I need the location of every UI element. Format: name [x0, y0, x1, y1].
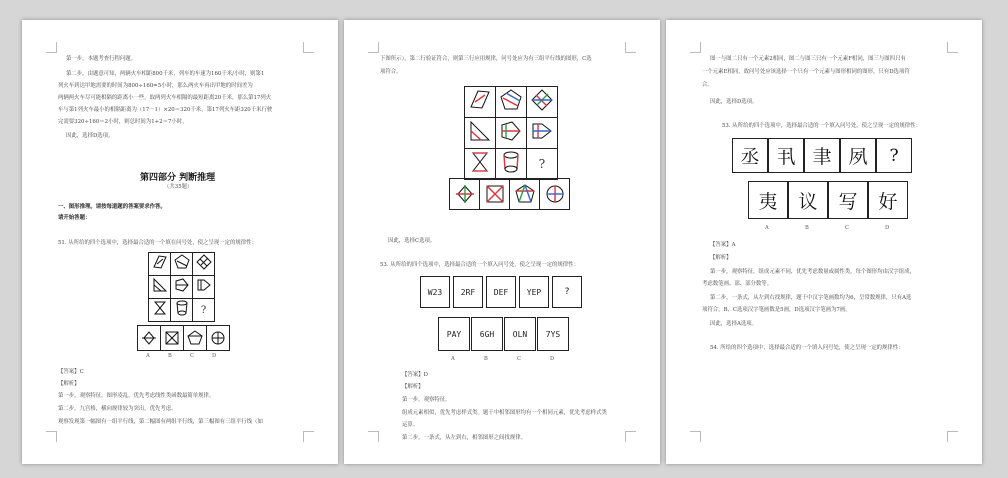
option-a-box[interactable]: PAY [438, 317, 470, 351]
option-d-box[interactable]: 7YS [537, 317, 569, 351]
analysis-heading: 【解析】 [710, 255, 732, 261]
sequence-char-box-question: ? [876, 138, 912, 173]
text-line: 考虑数笔画、部、部分数等。 [702, 281, 773, 287]
document-page-1 [22, 20, 338, 464]
option-b-box[interactable]: 6GH [471, 317, 503, 351]
parallelogram-figure [467, 87, 493, 113]
text-line: 图一与图二只有一个元素2相同，图二与图三只有一个元素F相同，图三与图四只有 [710, 56, 906, 62]
option-label: D [212, 353, 217, 359]
option-c-figure[interactable] [510, 179, 540, 209]
sequence-char-box: 夙 [840, 138, 876, 173]
text-line: 完需要320÷160＝2小时，则总时间为1+2＝7小时。 [58, 119, 188, 125]
text-line: 第一步，观察特征，图形凌乱，优先考虑线性类函数最简单规律。 [58, 393, 215, 399]
sequence-char-box: 丞 [732, 138, 768, 173]
text-line: 两辆两火车尽可能相隔的距离小一些，取两列火车相隔的最短距离20千米，那么第17列火 [58, 95, 272, 101]
triangle-figure [467, 118, 493, 144]
conclusion: 因此，选择D选项。 [710, 99, 758, 105]
cylinder-figure [173, 299, 191, 317]
arrow-figure [173, 276, 191, 294]
option-strip [449, 178, 570, 210]
section-title: 第四部分 判断推理 [140, 173, 216, 183]
diamond-figure [529, 87, 555, 113]
text-line: 观察发现第一幅图有一组平行线，第二幅图有两组平行线，第三幅图有三组平行线（如 [58, 419, 263, 425]
text-line: 运算。 [402, 422, 419, 428]
answer: 【答案】D [402, 372, 428, 378]
question-53: 53. 从所给的四个选项中，选择最合适的一个填入问号处，使之呈现一定的规律性： [380, 262, 579, 268]
option-label: C [190, 353, 194, 359]
option-c-box[interactable]: OLN [504, 317, 536, 351]
conclusion: 因此，选择A选项。 [710, 321, 758, 327]
crop-mark [625, 431, 636, 442]
option-a-figure[interactable] [450, 179, 480, 209]
text-line: 第二步，九宫格，横向规律较为突出，优先考虑。 [58, 406, 177, 412]
sequence-box: W23 [420, 276, 450, 308]
text-line: 合。 [702, 82, 713, 88]
option-a-char-box[interactable]: 夷 [748, 181, 788, 219]
crop-mark [947, 431, 958, 442]
arrow-figure [498, 118, 524, 144]
crop-mark [46, 431, 57, 442]
crop-mark [625, 42, 636, 53]
triangle-figure [151, 276, 169, 294]
answer: 【答案】C [58, 369, 84, 375]
hourglass-figure [467, 149, 493, 175]
text-line: 项符合。 [380, 69, 402, 75]
sequence-box: DEF [486, 276, 516, 308]
option-label: A [765, 225, 769, 231]
section-subtitle: （共35题） [164, 184, 193, 190]
option-label: C [845, 225, 849, 231]
question-51: 51. 从所给的四个选项中，选择最合适的一个填在问号处，使之呈现一定的规律性： [58, 240, 257, 246]
crop-mark [368, 42, 379, 53]
sequence-box: YEP [519, 276, 549, 308]
crop-mark [690, 42, 701, 53]
option-b-figure[interactable] [161, 326, 184, 350]
text-line: 第二步，一条式，从左到右找规律，题干中汉字笔画数均为6，呈常数规律，只有A选 [710, 295, 912, 301]
shape-figure [529, 118, 555, 144]
option-label: D [885, 225, 890, 231]
text-line: 列火车到达甲地需要的时间为800÷160=5小时，那么两火车再出甲地的时间差为 [58, 83, 253, 89]
analysis-heading: 【解析】 [58, 381, 80, 387]
option-label: B [484, 356, 488, 362]
option-d-figure[interactable] [540, 179, 569, 209]
option-d-char-box[interactable]: 好 [868, 181, 908, 219]
document-page-2 [344, 20, 660, 464]
option-d-figure[interactable] [207, 326, 229, 350]
text-line: 第一步，本题考查行程问题。 [66, 56, 137, 62]
parallelogram-figure [151, 253, 169, 271]
sequence-char-box: 聿 [804, 138, 840, 173]
option-label: A [146, 353, 150, 359]
question-mark: ? [527, 149, 558, 180]
option-a-figure[interactable] [138, 326, 161, 350]
text-line: 第二步，一条式，从左到右，相邻图形之间找规律。 [402, 435, 526, 441]
crop-mark [303, 42, 314, 53]
question-53: 53. 从所给的四个选项中，选择最合适的一个填入问号处，使之呈现一定的规律性： [722, 123, 921, 129]
crop-mark [368, 431, 379, 442]
analysis-heading: 【解析】 [402, 384, 424, 390]
option-c-char-box[interactable]: 写 [828, 181, 868, 219]
sequence-box-question: ? [552, 276, 582, 308]
figure-grid [148, 252, 215, 322]
option-label: B [168, 353, 172, 359]
colored-figure-grid [464, 86, 558, 180]
text-line: 车与第1列火车最小的相隔距离为（17－1）×20＝320千米，第17列火车距320千米行驶 [58, 107, 273, 113]
document-page-3 [666, 20, 982, 464]
question-mark: ? [193, 299, 215, 322]
text-line: 项符合，B、C选项汉字笔画数是5画，D选项汉字笔画为7画。 [702, 307, 851, 313]
instruction: 一、图形推理。请按每道题的答案要求作答。 [58, 204, 166, 210]
cylinder-figure [498, 149, 524, 175]
diamond-figure [195, 253, 213, 271]
answer: 【答案】A [710, 242, 736, 248]
option-label: A [451, 356, 455, 362]
text-line: 一个元素E相同，故问号处应该选择一个只有一个元素与图形相同的图形，只有D选项符 [702, 69, 910, 75]
option-b-figure[interactable] [480, 179, 510, 209]
option-label: D [550, 356, 555, 362]
question-54: 54. 所给的四个选项中，选择最合适的一个填入问号处，使之呈现一定的规律性： [710, 345, 904, 351]
crop-mark [947, 42, 958, 53]
option-label: B [805, 225, 809, 231]
crop-mark [46, 42, 57, 53]
text-line: 组成元素相似，优先考虑样式类。题干中相邻图形均有一个相同元素，优先考虑样式类 [402, 410, 607, 416]
option-c-figure[interactable] [184, 326, 207, 350]
text-line: 下图所示），第二行验证符合，则第三行应用规律，问号处应为有三组平行线的图形，C选 [380, 56, 592, 62]
shape-figure [195, 276, 213, 294]
crop-mark [690, 431, 701, 442]
text-line: 第一步，观察特征，组成元素不同，优先考虑数量或属性类，每个图形均由汉字组成， [710, 269, 915, 275]
sequence-char-box: 丮 [768, 138, 804, 173]
option-label: C [517, 356, 521, 362]
text-line: 第一步，观察特征。 [402, 397, 451, 403]
option-strip [137, 325, 230, 351]
instruction: 请开始答题： [58, 215, 91, 221]
text-line: 因此，选择D选项。 [66, 133, 114, 139]
hourglass-figure [151, 299, 169, 317]
crop-mark [303, 431, 314, 442]
option-b-char-box[interactable]: 议 [788, 181, 828, 219]
pentagon-figure [173, 253, 191, 271]
pentagon-figure [498, 87, 524, 113]
text-line: 第二步，由题意可知，两辆火车相距800千米，列车的车速为160千米/小时，则第1 [66, 71, 265, 77]
sequence-box: 2RF [453, 276, 483, 308]
conclusion: 因此，选择C选项。 [388, 238, 436, 244]
